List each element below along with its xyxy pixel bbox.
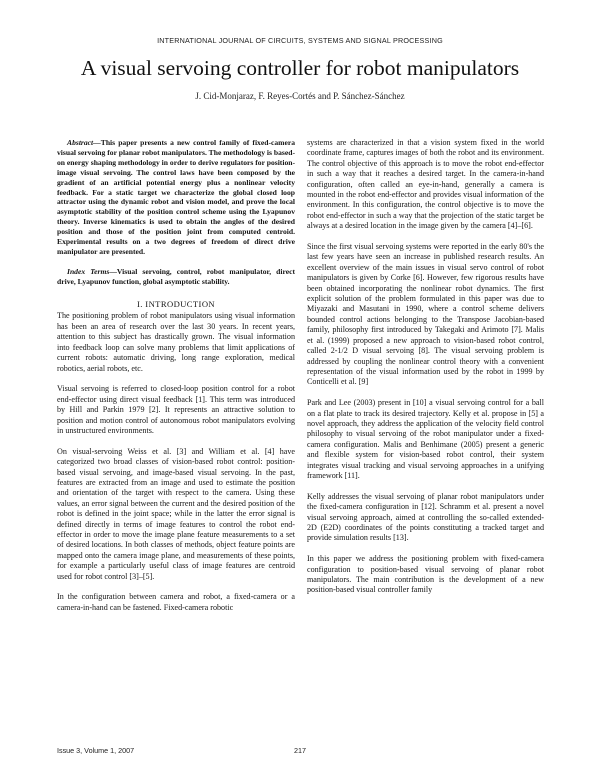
journal-header: INTERNATIONAL JOURNAL OF CIRCUITS, SYSTEMS AND SIGNAL PROCESSING <box>157 36 443 45</box>
abstract <box>57 138 295 257</box>
paragraph: Since the first visual servoing systems were reported in the early 80's the last few years have seen an increase in published research results. An excellent overview of the main issues in visual servo control of robot manipulators is given by Corke [6]. However, few rigorous results have been obtained incorporating the nonlinear robot dynamics. The first explicit solution of the problem formulated in this paper was due to Miyazaki and Masutani in 1990, where a control scheme delivers bounded control actions belonging to the Transpose Jacobian-based family, philosophy first introduced by Takegaki and Arimoto [7]. Malis et al. (1999) proposed a new approach to vision-based robot control, called 2-1/2 D visual servoing [8]. The visual servoing problem is addressed by coupling the nonlinear control theory with a convenient representation of the visual information used by the robot in 1999 by Conticelli et al. [9] <box>307 242 544 387</box>
abstract-label: Abstract— <box>67 138 101 147</box>
page-number: 217 <box>294 746 306 755</box>
paragraph: The positioning problem of robot manipulators using visual information has been an area of research over the last 30 years. In recent years, attention to this subject has drastically grown. The visual information into feedback loop can solve many problems that limit applications of current robots: automatic driving, long range exploration, medical robotics, aerial robots, etc. <box>57 311 295 373</box>
paragraph: On visual-servoing Weiss et al. [3] and William et al. [4] have categorized two broad classes of vision-based robot control: position-based visual servoing, and image-based visual servoing. In the past, features are extracted from an image and used to estimate the position and orientation of the target with respect to the camera. Using these values, an error signal between the current and the desired position of the robot is defined in the joint space; while in the latter the error signal is defined directly in terms of image features to control the robot end-effector in order to move the image plane feature measurements to a set of desired locations. In both classes of methods, object feature points are mapped onto the camera image plane, and measurements of these points, for example a particularly useful class of image features are centroid used for robot control [3]–[5]. <box>57 446 295 581</box>
index-terms-label: Index Terms— <box>67 267 117 277</box>
paragraph: Park and Lee (2003) present in [10] a visual servoing control for a ball on a flat plate to track its desired trajectory. Kelly et al. propose in [5] a novel approach, they address the application of the velocity field control philosophy to visual servoing of the robot manipulator under a fixed-camera configuration. Malis and Benhimane (2005) present a generic and flexible system for vision-based robot control, their system integrates visual tracking and visual servoing approaches in a unifying framework [11]. <box>307 398 544 480</box>
paragraph: Visual servoing is referred to closed-loop position control for a robot end-effector using direct visual feedback [1]. This term was introduced by Hill and Parkin 1979 [2]. It represents an attractive solution to position and motion control of autonomous robot manipulators evolving in unstructured environments. <box>57 384 295 435</box>
paragraph: In this paper we address the positioning problem with fixed-camera configuration to position-based visual servoing of planar robot manipulators. The main contribution is the development of a new position-based visual controller family <box>307 554 544 595</box>
paragraph: systems are characterized in that a vision system fixed in the world coordinate frame, captures images of both the robot and its environment. The control objective of this approach is to move the robot end-effector in such a way that it reaches a desired target. In the camera-in-hand configuration, often called an eye-in-hand, generally a camera is mounted in the robot end-effector and provides visual information of the environment. In this configuration, the control objective is to move the robot end-effector in such a way that the projection of the static target be always at a desired location in the image given by the camera [4]–[6]. <box>307 138 544 231</box>
paragraph: In the configuration between camera and robot, a fixed-camera or a camera-in-hand can be fastened. Fixed-camera robotic <box>57 592 295 612</box>
index-terms-text: Visual servoing, control, robot manipulator, direct drive, Lyapunov function, global asymptotic stability. <box>57 267 295 287</box>
abstract-text: This paper presents a new control family of fixed-camera visual servoing for planar robot manipulators. The methodology is based-on energy shaping methodology in order to derive regulators for position-image visual servoing. The control laws have been composed by the gradient of an artificial potential energy plus a nonlinear velocity feedback. For a static target we characterize the global closed loop attractor using the dynamic robot and vision model, and prove the local asymptotic stability of the position control scheme using the Lyapunov theory. Inverse kinematics is used to obtain the angles of the desired position and those of the position joint from computed centroid. Experimental results on a two degrees of freedom of direct drive manipulator are presented. <box>57 138 295 256</box>
paragraph: Kelly addresses the visual servoing of planar robot manipulators under the fixed-camera configuration in [12]. Schramm et al. present a novel visual servoing approach, aimed at controlling the so-called extended-2D (E2D) coordinates of the points constituting a tracked target and provide simulation results [13]. <box>307 491 544 543</box>
section-heading-introduction: I. INTRODUCTION <box>136 299 216 310</box>
authors: J. Cid-Monjaraz, F. Reyes-Cortés and P. Sánchez-Sánchez <box>195 91 405 101</box>
right-column <box>307 138 544 606</box>
paper-title: A visual servoing controller for robot manipulators <box>80 56 520 80</box>
footer-issue: Issue 3, Volume 1, 2007 <box>57 746 135 755</box>
index-terms <box>57 267 295 287</box>
left-column <box>57 138 295 624</box>
